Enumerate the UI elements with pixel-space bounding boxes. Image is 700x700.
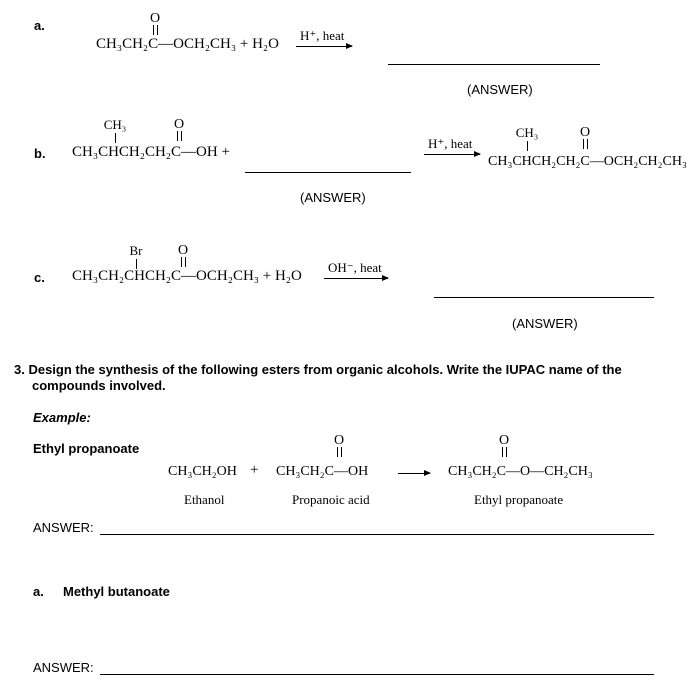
example-ester-name-caption: Ethyl propanoate	[474, 492, 564, 507]
example-alcohol: CH₃CH₂OH	[168, 464, 237, 479]
answer-line-2[interactable]	[100, 674, 654, 675]
reaction-arrow-icon	[424, 154, 480, 155]
part-a-reactant: CH₃CH₂C—OCH₂CH₃ + H₂O	[96, 36, 279, 52]
part-c-carbonyl	[176, 244, 190, 267]
example-alcohol-name: Ethanol	[184, 492, 225, 507]
part-a-label: a.	[34, 18, 45, 33]
part-b-product-carbonyl	[578, 126, 592, 149]
example-ester-carbonyl	[497, 434, 511, 457]
answer-line[interactable]	[100, 534, 654, 535]
answer-label: ANSWER:	[33, 520, 94, 535]
sub-a-ester-name: Methyl butanoate	[63, 584, 170, 599]
carbonyl-oxygen: O	[333, 433, 345, 448]
carbonyl-oxygen: O	[173, 117, 185, 132]
part-b-reactant: CH₃CHCH₂CH₂C—OH +	[72, 144, 230, 160]
part-a-condition: H⁺, heat	[300, 28, 345, 43]
carbonyl-oxygen: O	[149, 11, 161, 26]
carbonyl-oxygen: O	[177, 243, 189, 258]
part-a-answer-tag: (ANSWER)	[467, 82, 533, 97]
part-b-answer-line[interactable]	[245, 172, 411, 173]
part-c-condition: OH⁻, heat	[328, 260, 382, 275]
reaction-arrow-icon	[296, 46, 352, 47]
part-a-answer-line[interactable]	[388, 64, 600, 65]
part-c-reactant: CH₃CH₂CHCH₂C—OCH₂CH₃ + H₂O	[72, 268, 302, 284]
part-c-answer-line[interactable]	[434, 297, 654, 298]
example-ester-name: Ethyl propanoate	[33, 441, 140, 456]
example-acid: CH₃CH₂C—OH	[276, 464, 369, 479]
part-b-answer-tag: (ANSWER)	[300, 190, 366, 205]
branch-group: CH₃	[515, 125, 539, 140]
part-b-label: b.	[34, 146, 46, 161]
part-b-product: CH₃CHCH₂CH₂C—OCH₂CH₂CH₃	[488, 154, 687, 169]
part-b-product-branch	[510, 126, 544, 151]
answer-label-2: ANSWER:	[33, 660, 94, 675]
example-acid-carbonyl	[332, 434, 346, 457]
question-3-text: 3. Design the synthesis of the following esters from organic alcohols. Write the IUPAC name of the compounds involved.	[14, 362, 622, 393]
example-ester: CH₃CH₂C—O—CH₂CH₃	[448, 464, 593, 479]
example-plus: +	[250, 462, 259, 478]
carbonyl-oxygen: O	[579, 125, 591, 140]
branch-group: Br	[129, 243, 143, 258]
example-label: Example:	[33, 410, 91, 425]
carbonyl-oxygen: O	[498, 433, 510, 448]
part-a-carbonyl	[148, 12, 162, 35]
example-acid-name: Propanoic acid	[292, 492, 370, 507]
part-c-label: c.	[34, 270, 45, 285]
reaction-arrow-icon	[324, 278, 388, 279]
reaction-arrow-icon	[398, 473, 430, 474]
part-c-branch	[126, 244, 146, 269]
sub-a-label: a.	[33, 584, 44, 599]
branch-group: CH₃	[103, 117, 127, 132]
part-b-carbonyl	[172, 118, 186, 141]
part-b-condition: H⁺, heat	[428, 136, 473, 151]
part-c-answer-tag: (ANSWER)	[512, 316, 578, 331]
part-b-branch	[98, 118, 132, 143]
